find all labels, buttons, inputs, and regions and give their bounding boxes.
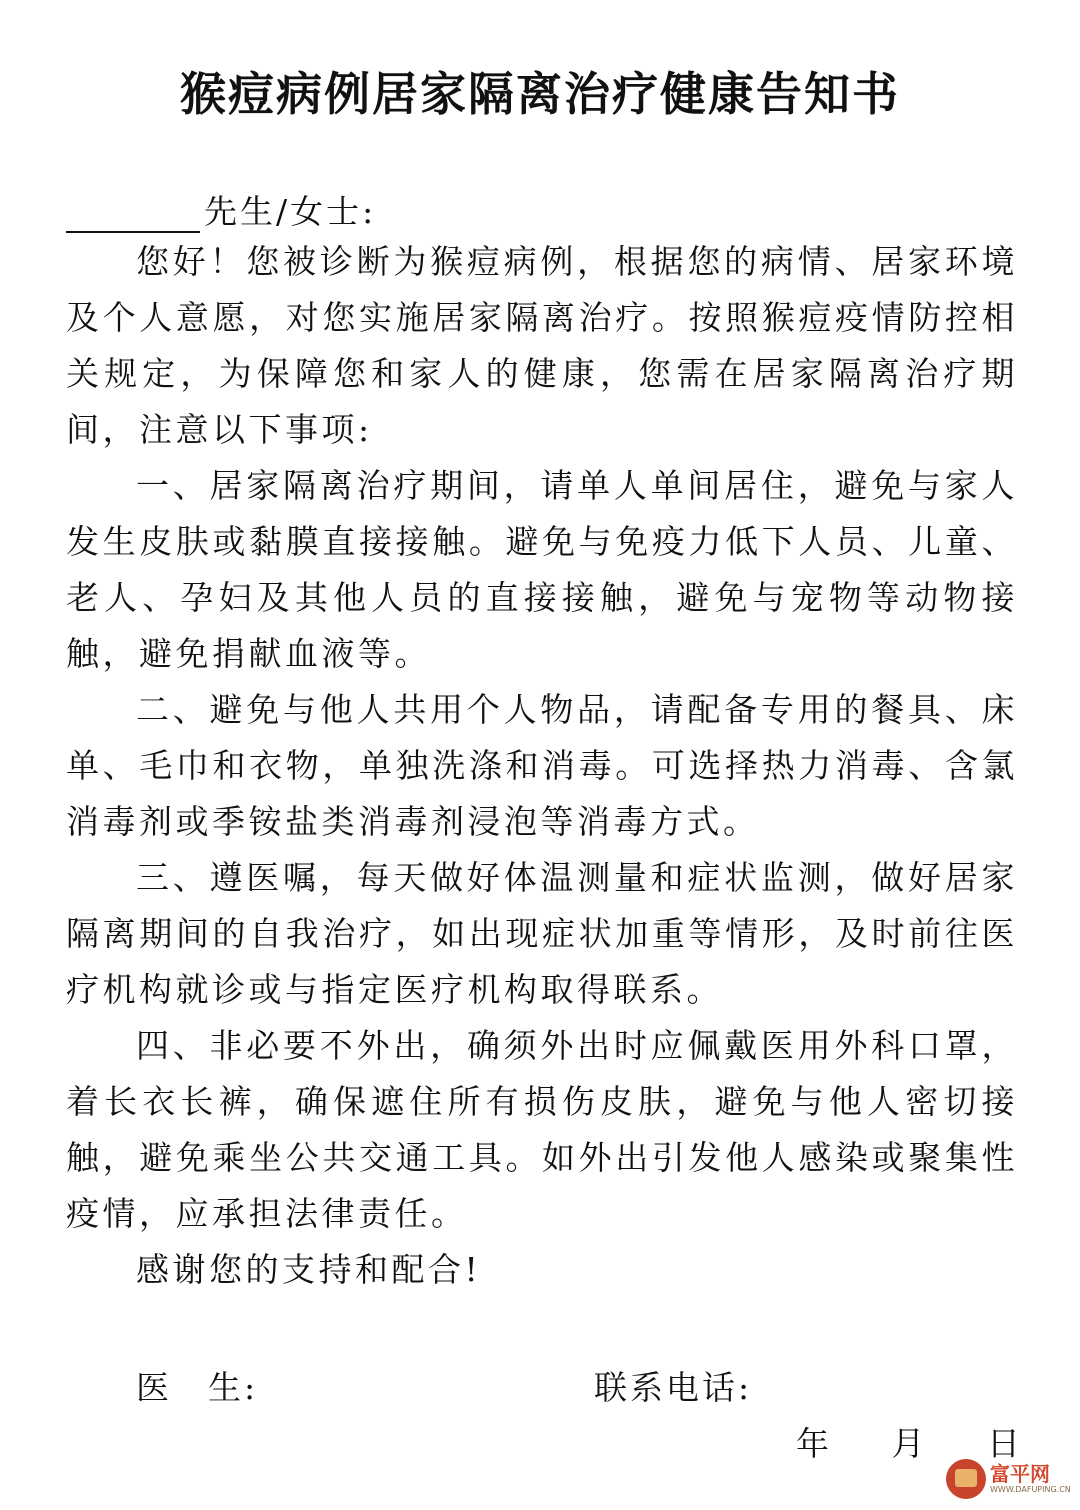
date-year: 年 <box>796 1424 829 1463</box>
watermark-text <box>990 1463 1071 1495</box>
watermark-url: WWW.DAFUPING.CN <box>990 1485 1071 1494</box>
site-watermark <box>946 1454 1072 1504</box>
paragraph-item-4: 四、非必要不外出，确须外出时应佩戴医用外科口罩，着长衣长裤，确保遮住所有损伤皮肤，避免与他人密切接触，避免乘坐公共交通工具。如外出引发他人感染或聚集性疫情，应承担法律责任。 <box>66 1026 1018 1233</box>
contact-phone-label: 联系电话: <box>594 1368 753 1407</box>
doctor-signature-label: 医 生: <box>136 1368 259 1407</box>
paragraph-intro: 您好！您被诊断为猴痘病例，根据您的病情、居家环境及个人意愿，对您实施居家隔离治疗。按照猴痘疫情防控相关规定，为保障您和家人的健康，您需在居家隔离治疗期间，注意以下事项: <box>66 242 1018 449</box>
document-title: 猴痘病例居家隔离治疗健康告知书 <box>180 67 900 121</box>
name-blank[interactable] <box>66 195 200 233</box>
watermark-logo-icon <box>946 1459 986 1499</box>
paragraph-item-3: 三、遵医嘱，每天做好体温测量和症状监测，做好居家隔离期间的自我治疗，如出现症状加重等情形，及时前往医疗机构就诊或与指定医疗机构取得联系。 <box>66 858 1018 1009</box>
date-month: 月 <box>891 1424 925 1463</box>
paragraph-thanks: 感谢您的支持和配合! <box>136 1250 482 1289</box>
date-day: 日 <box>987 1424 1020 1463</box>
notice-body <box>66 234 1018 1298</box>
watermark-brand: 富平网 <box>990 1462 1050 1486</box>
salutation-text: 先生/女士: <box>204 192 377 231</box>
paragraph-item-1: 一、居家隔离治疗期间，请单人单间居住，避免与家人发生皮肤或黏膜直接接触。避免与免疫力低下人员、儿童、老人、孕妇及其他人员的直接接触，避免与宠物等动物接触，避免捐献血液等。 <box>66 466 1018 673</box>
paragraph-item-2: 二、避免与他人共用个人物品，请配备专用的餐具、床单、毛巾和衣物，单独洗涤和消毒。可选择热力消毒、含氯消毒剂或季铵盐类消毒剂浸泡等消毒方式。 <box>66 690 1018 841</box>
salutation-line <box>66 186 376 230</box>
